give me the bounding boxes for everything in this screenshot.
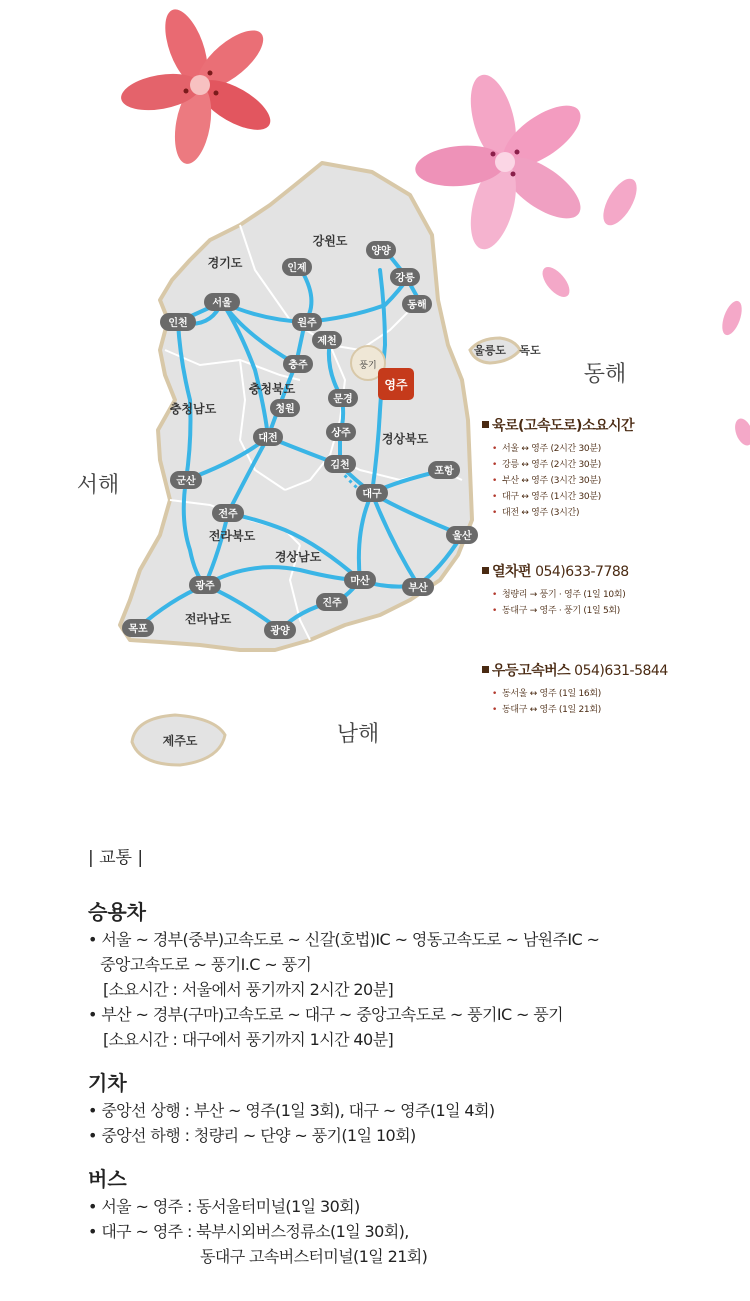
- train-info-list: [482, 587, 629, 619]
- bus-info: [482, 660, 668, 718]
- city-mokpo: 목포: [128, 624, 148, 635]
- city-chungju: 충주: [288, 360, 308, 371]
- list-item: • 청량리 → 풍기 · 영주 (1일 10회): [492, 587, 629, 603]
- square-bullet-icon: [482, 567, 489, 574]
- road-info-list: [482, 441, 634, 521]
- car-line: [소요시간 : 서울에서 풍기까지 2시간 20분]: [103, 980, 394, 999]
- sea-west: 서해: [76, 473, 120, 498]
- city-gwangju: 광주: [195, 581, 215, 592]
- train-line: • 중앙선 상행 : 부산 ~ 영주(1일 3회), 대구 ~ 영주(1일 4회): [88, 1101, 495, 1120]
- city-yangyang: 양양: [371, 246, 391, 257]
- bus-info-title-text: 우등고속버스: [492, 663, 571, 679]
- city-jinju: 진주: [322, 598, 342, 609]
- province-chungbuk: 충청북도: [248, 382, 296, 396]
- province-gyeongbuk: 경상북도: [381, 432, 429, 446]
- city-daegu: 대구: [362, 489, 382, 500]
- city-gwangyang: 광양: [270, 626, 290, 637]
- square-bullet-icon: [482, 666, 489, 673]
- province-gyeonggi: 경기도: [207, 256, 243, 270]
- province-jeonnam: 전라남도: [184, 612, 232, 626]
- car-line: • 서울 ~ 경부(중부)고속도로 ~ 신갈(호법)IC ~ 영동고속도로 ~ 남원주IC ~: [88, 930, 600, 949]
- train-line: • 중앙선 하행 : 청량리 ~ 단양 ~ 풍기(1일 10회): [88, 1126, 416, 1145]
- label-ulleungdo: 울릉도: [474, 344, 506, 357]
- train-info-title-text: 열차편: [492, 564, 532, 580]
- city-sangju: 상주: [331, 428, 351, 439]
- bus-line: 동대구 고속버스터미널(1일 21회): [200, 1247, 428, 1266]
- list-item: • 대구 ↔ 영주 (1시간 30분): [492, 489, 634, 505]
- city-jeonju: 전주: [218, 509, 238, 520]
- city-ulsan: 울산: [452, 531, 472, 542]
- sea-east: 동해: [583, 362, 627, 387]
- road-info: [482, 415, 634, 521]
- section-title: | 교통 |: [88, 848, 144, 868]
- square-bullet-icon: [482, 421, 489, 428]
- city-donghae: 동해: [407, 300, 427, 311]
- car-line: [소요시간 : 대구에서 풍기까지 1시간 40분]: [103, 1030, 394, 1049]
- road-info-title: [482, 415, 634, 435]
- car-heading: 승용차: [88, 900, 146, 924]
- bus-phone: 054)631-5844: [574, 663, 668, 679]
- list-item: • 강릉 ↔ 영주 (2시간 30분): [492, 457, 634, 473]
- train-block: [88, 1067, 728, 1148]
- bus-info-list: [482, 686, 668, 718]
- list-item: • 서울 ↔ 영주 (2시간 30분): [492, 441, 634, 457]
- city-wonju: 원주: [297, 318, 317, 329]
- city-incheon: 인천: [168, 318, 188, 329]
- city-pohang: 포항: [434, 466, 454, 477]
- city-gunsan: 군산: [176, 476, 196, 487]
- flower-red-icon: [118, 4, 278, 167]
- car-block: [88, 896, 728, 1052]
- bus-info-title: [482, 660, 668, 680]
- city-gimcheon: 김천: [330, 460, 350, 471]
- bus-block: [88, 1163, 728, 1269]
- list-item: • 부산 ↔ 영주 (3시간 30분): [492, 473, 634, 489]
- city-mungyeong: 문경: [333, 394, 353, 405]
- train-phone: 054)633-7788: [535, 564, 629, 580]
- province-chungnam: 충청남도: [169, 402, 217, 416]
- city-masan: 마산: [350, 576, 370, 587]
- city-inje: 인제: [287, 263, 307, 274]
- car-line: • 부산 ~ 경부(구마)고속도로 ~ 대구 ~ 중앙고속도로 ~ 풍기IC ~ 풍기: [88, 1005, 564, 1024]
- city-gangneung: 강릉: [395, 273, 415, 284]
- car-line: 중앙고속도로 ~ 풍기I.C ~ 풍기: [100, 955, 312, 974]
- city-yeongju: 영주: [384, 378, 408, 392]
- label-jejudo: 제주도: [162, 734, 198, 748]
- train-info: [482, 561, 629, 619]
- province-gyeongnam: 경상남도: [274, 550, 322, 564]
- province-gangwon: 강원도: [312, 234, 348, 248]
- list-item: • 대전 ↔ 영주 (3시간): [492, 505, 634, 521]
- label-dokdo: 독도: [519, 344, 541, 357]
- city-seoul: 서울: [212, 298, 232, 309]
- city-busan: 부산: [408, 583, 428, 594]
- city-cheongwon: 청원: [275, 404, 295, 415]
- train-info-title: [482, 561, 629, 581]
- bus-line: • 대구 ~ 영주 : 북부시외버스정류소(1일 30회),: [88, 1222, 409, 1241]
- list-item: • 동대구 ↔ 영주 (1일 21회): [492, 702, 668, 718]
- city-jecheon: 제천: [317, 336, 337, 347]
- transport-section: [88, 843, 728, 1284]
- list-item: • 동대구 → 영주 · 풍기 (1일 5회): [492, 603, 629, 619]
- flower-pink-icon: [414, 70, 591, 254]
- bus-heading: 버스: [88, 1167, 127, 1191]
- province-jeonbuk: 전라북도: [208, 529, 256, 543]
- bus-line: • 서울 ~ 영주 : 동서울터미널(1일 30회): [88, 1197, 360, 1216]
- sea-south: 남해: [336, 722, 380, 747]
- road-info-title-text: 육로(고속도로)소요시간: [492, 418, 635, 434]
- city-daejeon: 대전: [258, 433, 278, 444]
- city-punggi: 풍기: [359, 361, 377, 371]
- train-heading: 기차: [88, 1071, 127, 1095]
- list-item: • 동서울 ↔ 영주 (1일 16회): [492, 686, 668, 702]
